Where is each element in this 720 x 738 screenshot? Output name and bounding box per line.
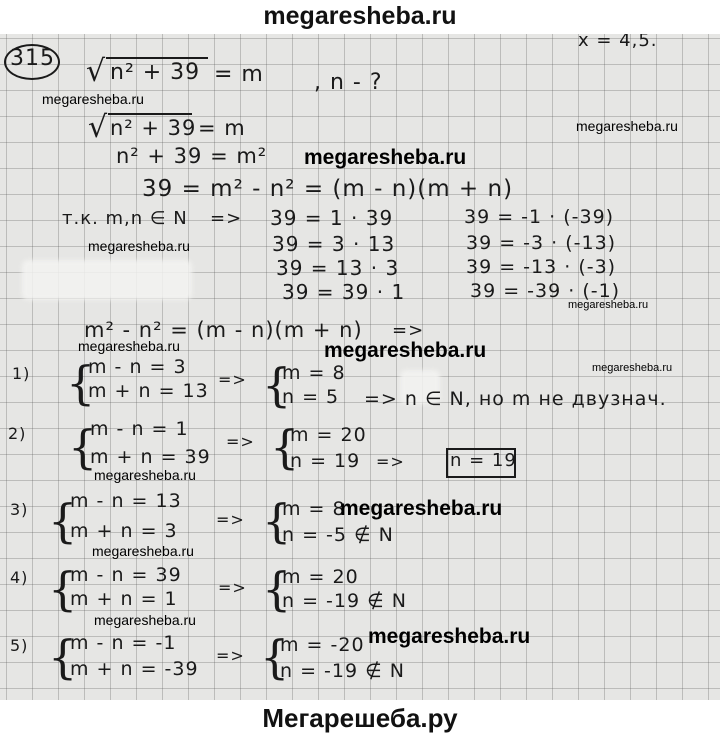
- watermark: megaresheba.ru: [304, 146, 467, 169]
- case3-eq2: m + n = 3: [70, 520, 178, 542]
- line1-question: , n - ?: [314, 70, 383, 95]
- watermark: megaresheba.ru: [340, 497, 503, 520]
- notebook-page: [0, 34, 720, 700]
- sqrt-bar: [106, 57, 208, 59]
- system-brace: {: [48, 494, 78, 548]
- system-brace: {: [262, 358, 292, 412]
- case3-label: 3): [10, 500, 29, 519]
- case4-m: m = 20: [282, 566, 359, 588]
- case2-eq2: m + n = 39: [90, 446, 211, 468]
- case1-m: m = 8: [282, 362, 346, 384]
- line1-rest: = m: [214, 62, 264, 87]
- site-footer: [0, 700, 720, 738]
- case5-eq2: m + n = -39: [70, 658, 199, 680]
- difference-of-squares: m² - n² = (m - n)(m + n): [84, 318, 363, 342]
- case5-eq1: m - n = -1: [70, 632, 177, 654]
- watermark: megaresheba.ru: [92, 543, 194, 559]
- sqrt-bar: [108, 113, 192, 115]
- case5-m: m = -20: [280, 634, 365, 656]
- watermark: megaresheba.ru: [368, 625, 531, 648]
- system-brace: {: [66, 356, 96, 410]
- case2-label: 2): [8, 424, 27, 443]
- watermark: megaresheba.ru: [576, 118, 678, 134]
- case3-eq1: m - n = 13: [70, 490, 182, 512]
- case4-label: 4): [10, 568, 29, 587]
- case4-eq1: m - n = 39: [70, 564, 182, 586]
- case1-n: n = 5: [282, 386, 340, 408]
- system-brace: {: [260, 630, 290, 684]
- case2-n: n = 19: [290, 450, 361, 472]
- case3-n: n = -5 ∉ N: [282, 524, 394, 546]
- watermark: megaresheba.ru: [42, 91, 144, 107]
- factor-positive-2: 39 = 3 · 13: [272, 232, 396, 256]
- case2-eq1: m - n = 1: [90, 418, 189, 440]
- implies-arrow: =>: [216, 646, 245, 665]
- site-header: [0, 0, 720, 34]
- factor-negative-3: 39 = -13 · (-3): [466, 256, 617, 278]
- case5-n: n = -19 ∉ N: [280, 660, 405, 682]
- system-brace: {: [262, 562, 292, 616]
- watermark: megaresheba.ru: [78, 338, 180, 354]
- implies-arrow: =>: [218, 578, 247, 597]
- line1-radicand: n² + 39: [110, 60, 201, 85]
- implies-arrow: =>: [226, 432, 255, 451]
- implies-arrow: =>: [392, 320, 425, 341]
- line4: 39 = m² - n² = (m - n)(m + n): [142, 176, 514, 202]
- case1-note: => n ∈ N, но m не двузнач.: [364, 388, 667, 410]
- case1-label: 1): [12, 364, 31, 383]
- system-brace: {: [270, 420, 300, 474]
- line2-radicand: n² + 39: [110, 116, 197, 140]
- corner-note: x = 4,5.: [578, 34, 658, 51]
- watermark: megaresheba.ru: [568, 299, 649, 311]
- system-brace: {: [262, 494, 292, 548]
- case4-eq2: m + n = 1: [70, 588, 178, 610]
- watermark: megaresheba.ru: [324, 339, 487, 362]
- factor-negative-4: 39 = -39 · (-1): [470, 280, 621, 302]
- case5-label: 5): [10, 636, 29, 655]
- problem-number: 315: [10, 46, 55, 71]
- system-brace: {: [68, 420, 98, 474]
- answer-value: n = 19: [450, 450, 517, 471]
- footer-site-name: Мегарешеба.ру: [262, 703, 458, 733]
- sqrt-sign: √: [88, 110, 109, 145]
- factor-positive-1: 39 = 1 · 39: [270, 206, 394, 230]
- implies-arrow: =>: [376, 452, 405, 471]
- line3: n² + 39 = m²: [116, 144, 268, 168]
- watermark: megaresheba.ru: [88, 238, 190, 254]
- watermark: megaresheba.ru: [94, 467, 196, 483]
- system-brace: {: [48, 630, 78, 684]
- case3-m: m = 8: [282, 498, 346, 520]
- case1-eq2: m + n = 13: [88, 380, 209, 402]
- factor-negative-1: 39 = -1 · (-39): [464, 206, 615, 228]
- factor-positive-4: 39 = 39 · 1: [282, 280, 406, 304]
- system-brace: {: [48, 562, 78, 616]
- implies-arrow: =>: [218, 370, 247, 389]
- watermark: megaresheba.ru: [592, 362, 673, 374]
- case2-m: m = 20: [290, 424, 367, 446]
- case4-n: n = -19 ∉ N: [282, 590, 407, 612]
- header-site-name: megaresheba.ru: [263, 2, 457, 30]
- sqrt-sign: √: [86, 54, 107, 89]
- case1-eq1: m - n = 3: [88, 356, 187, 378]
- factor-positive-3: 39 = 13 · 3: [276, 256, 400, 280]
- factor-negative-2: 39 = -3 · (-13): [466, 232, 617, 254]
- line2-rest: = m: [198, 116, 246, 140]
- since-clause: т.к. m,n ∈ N: [62, 208, 188, 229]
- watermark: megaresheba.ru: [94, 612, 196, 628]
- implies-arrow: =>: [216, 510, 245, 529]
- erased-smudge: [22, 260, 192, 300]
- implies-arrow: =>: [210, 208, 243, 229]
